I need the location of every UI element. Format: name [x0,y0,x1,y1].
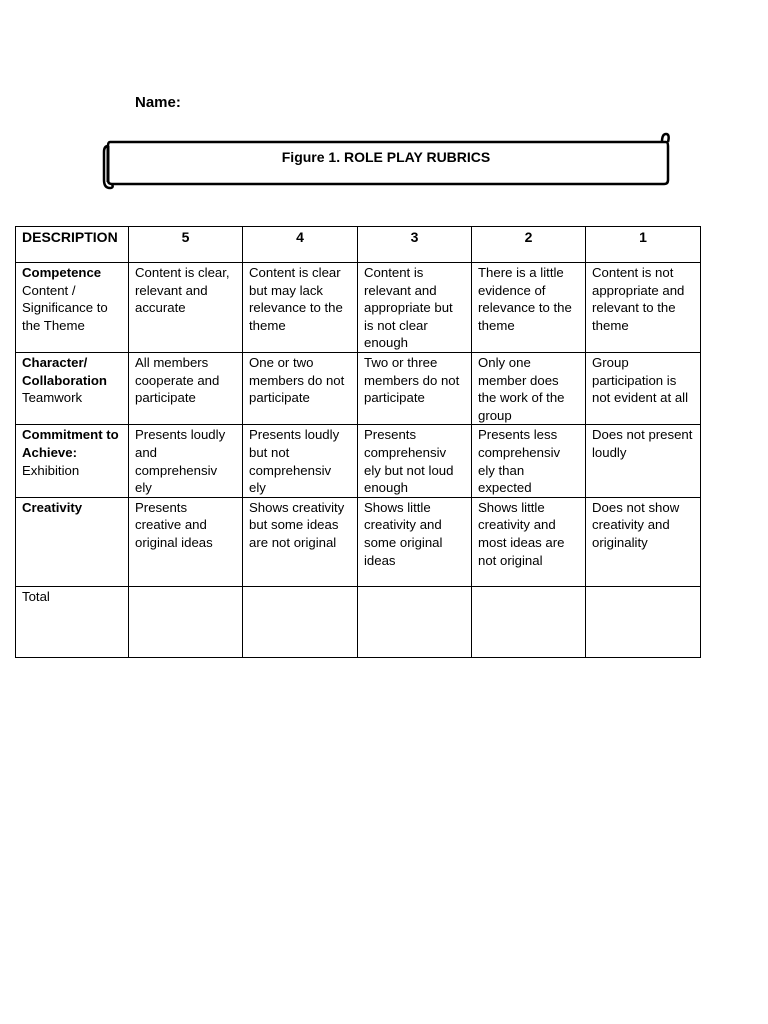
column-header-score-3: 3 [358,227,472,263]
criterion-title: Competence [22,265,102,280]
table-cell: Content is clear but may lack relevance to the theme [243,263,358,353]
table-cell: Presents loudly and comprehensiv ely [129,425,243,497]
criterion-subtitle: Exhibition [22,462,80,478]
table-cell: Presents creative and original ideas [129,497,243,586]
criterion-cell [16,425,129,497]
column-header-score-5: 5 [129,227,243,263]
criterion-title: Creativity [22,499,83,515]
table-cell: Content is relevant and appropriate but is not clear enough [358,263,472,353]
total-cell-2 [472,586,586,657]
criterion-title: Character/ Collaboration [22,354,107,388]
table-cell: Shows little creativity and most ideas are not original [472,497,586,586]
column-header-score-4: 4 [243,227,358,263]
table-cell: Only one member does the work of the group [472,352,586,424]
table-cell: Shows creativity but some ideas are not original [243,497,358,586]
table-row [16,263,701,353]
table-cell: Does not present loudly [586,425,701,497]
criterion-subtitle: Teamwork [22,390,83,406]
table-cell: Shows little creativity and some original ideas [358,497,472,586]
title-banner [100,130,672,192]
total-cell-3 [358,586,472,657]
table-row [16,425,701,497]
table-cell: Content is clear, relevant and accurate [129,263,243,353]
table-cell: Presents comprehensiv ely but not loud enough [358,425,472,497]
total-row [16,586,701,657]
table-header-row [16,227,701,263]
criterion-title: Commitment to Achieve: [22,427,119,460]
table-row [16,497,701,586]
name-label: Name: [135,94,181,111]
table-cell: Two or three members do not participate [358,352,472,424]
criterion-cell [16,352,129,424]
table-row [16,352,701,424]
table-cell: Group participation is not evident at all [586,352,701,424]
total-cell-1 [586,586,701,657]
table-cell: One or two members do not participate [243,352,358,424]
column-header-score-1: 1 [586,227,701,263]
table-cell: Does not show creativity and originality [586,497,701,586]
criterion-cell [16,263,129,353]
table-cell: There is a little evidence of relevance to the theme [472,263,586,353]
banner-title: Figure 1. ROLE PLAY RUBRICS [281,149,491,165]
column-header-description: DESCRIPTION [16,227,129,263]
table-cell: Content is not appropriate and relevant to the theme [586,263,701,353]
table-cell: All members cooperate and participate [129,352,243,424]
table-cell: Presents less comprehensiv ely than expected [472,425,586,497]
total-cell-5 [129,586,243,657]
criterion-subtitle: Content / Significance to the Theme [22,282,108,333]
table-cell: Presents loudly but not comprehensiv ely [243,425,358,497]
total-cell-4 [243,586,358,657]
criterion-cell [16,497,129,586]
total-label: Total [16,586,129,657]
column-header-score-2: 2 [472,227,586,263]
rubric-table [15,226,701,658]
